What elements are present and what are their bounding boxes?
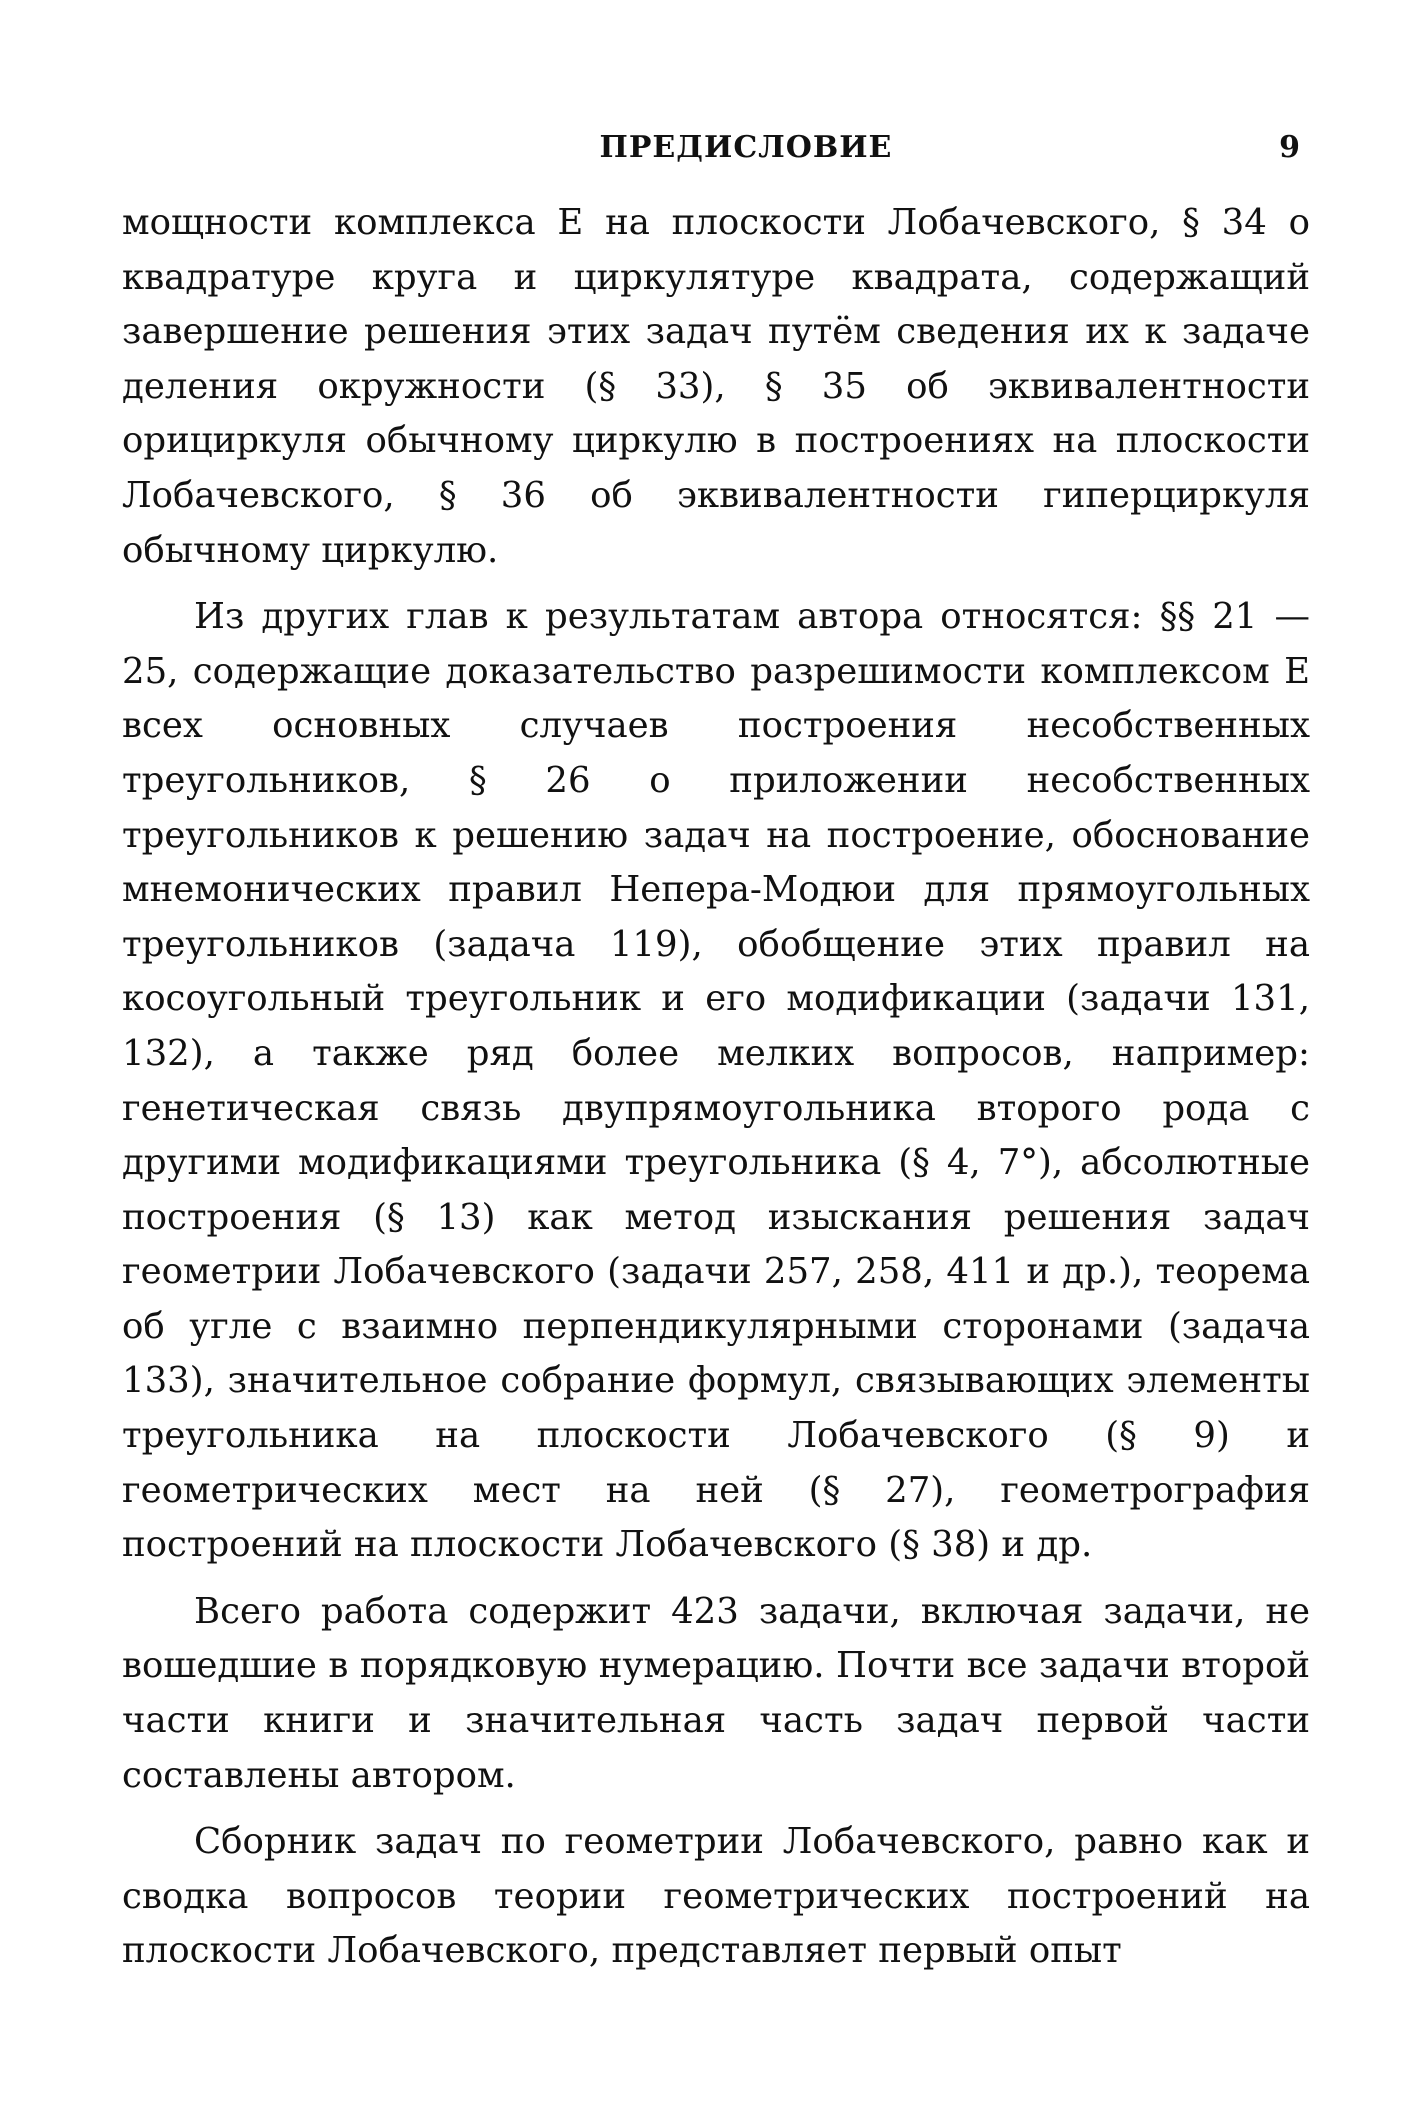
paragraph-continued: мощности комплекса E на плоскости Лобачевского, § 34 о квадратуре круга и циркулятуре квадрата, содержащий завершение решения этих задач путём сведения их к задаче деления окружности (§ 33), § 35 об эквивалентности орициркуля обычному циркулю в построениях на плоскости Лобачевского, § 36 об эквивалентности гиперциркуля обычному циркулю. bbox=[122, 202, 1310, 571]
body-text bbox=[122, 196, 1310, 1979]
paragraph-task-count: Всего работа содержит 423 задачи, включая задачи, не вошедшие в порядковую нумерацию. Почти все задачи второй части книги и значительная часть задач первой части составлены автором. bbox=[122, 1590, 1310, 1796]
page-header bbox=[122, 120, 1310, 176]
page-number: 9 bbox=[1279, 130, 1300, 165]
paragraph-other-chapters: Из других глав к результатам автора относятся: §§ 21 — 25, содержащие доказательство разрешимости комплексом E всех основных случаев построения несобственных треугольников, § 26 о приложении несобственных треугольников к решению задач на построение, обоснование мнемонических правил Непера-Модюи для прямоугольных треугольников (задача 119), обобщение этих правил на косоугольный треугольник и его модификации (задачи 131, 132), а также ряд более мелких вопросов, например: генетическая связь двупрямоугольника второго рода с другими модификациями треугольника (§ 4, 7°), абсолютные построения (§ 13) как метод изыскания решения задач геометрии Лобачевского (задачи 257, 258, 411 и др.), теорема об угле с взаимно перпендикулярными сторонами (задача 133), значительное собрание формул, связывающих элементы треугольника на плоскости Лобачевского (§ 9) и геометрических мест на ней (§ 27), геометрография построений на плоскости Лобачевского (§ 38) и др. bbox=[122, 596, 1310, 1566]
paragraph-collection: Сборник задач по геометрии Лобачевского, равно как и сводка вопросов теории геометрических построений на плоскости Лобачевского, представляет первый опыт bbox=[122, 1821, 1310, 1972]
running-title: ПРЕДИСЛОВИЕ bbox=[599, 130, 893, 165]
